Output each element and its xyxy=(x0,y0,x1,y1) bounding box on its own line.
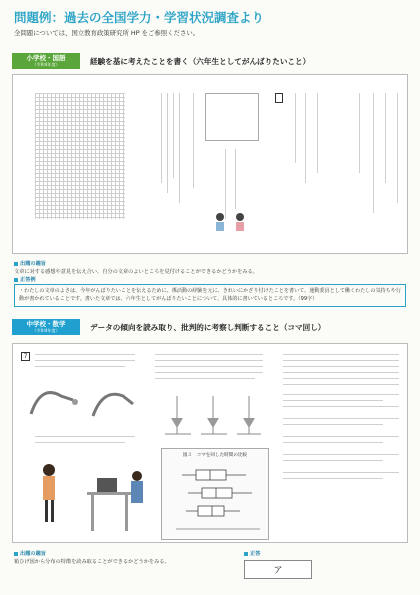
section2-badge: 中学校・数学 （令和4年度） xyxy=(12,319,80,335)
boxplot-chart xyxy=(168,463,264,535)
page-title: 問題例：過去の全国学力・学習状況調査より xyxy=(14,10,265,25)
section2-header xyxy=(12,318,408,336)
section1-header xyxy=(12,52,408,70)
spinning-top-diagrams xyxy=(161,388,265,442)
sample-box xyxy=(205,93,259,141)
section1-theme: 経験を基に考えたことを書く（六年生としてがんばりたいこと） xyxy=(90,56,311,66)
section1-exam-image xyxy=(12,74,408,254)
section1-badge: 小学校・国語 （令和4年度） xyxy=(12,53,80,69)
manuscript-grid xyxy=(35,93,125,219)
section2-purpose-text: 箱ひげ図から分布の特徴を読み取ることができるかどうかをみる。 xyxy=(14,559,170,565)
section1-answer-label: 正答例 xyxy=(14,276,36,283)
question-number-box xyxy=(275,93,283,103)
page-note: 全問題については、国立教育政策研究所 HP をご参照ください。 xyxy=(14,29,200,37)
section1-purpose-label: 出題の趣旨 xyxy=(14,260,46,267)
section1-answer-box: ・わたしの文章のよさは、今年がんばりたいことを伝えるために、係活動の経験を元に、きれいにかざり付けたことを書いて、運動委員として働くわたしの気持ちや行動が書かれていることです。書いた文章では、六年生としてがんばりたいことについて、具体的に書いているところです。（99字） xyxy=(14,284,406,307)
student-illustration xyxy=(209,211,253,233)
figure-title: 図３ コマを回した時間の比較 xyxy=(182,453,248,458)
section2-answer-value: ア xyxy=(244,560,312,579)
section2-exam-image xyxy=(12,343,408,543)
section2-answer-label: 正答 xyxy=(244,550,260,557)
problem-number: 7 xyxy=(21,352,30,361)
section2-theme: データの傾向を読み取り、批判的に考察し判断すること（コマ回し） xyxy=(90,322,326,332)
students-illustration xyxy=(27,448,147,538)
section1-purpose-text: 文章に対する感想や意見を伝え合い、自分の文章のよいところを見付けることができるかどうかをみる。 xyxy=(14,269,258,275)
section2-purpose-label: 出題の趣旨 xyxy=(14,550,46,557)
boxplot-figure xyxy=(161,448,269,540)
hand-spinning-photo xyxy=(23,374,143,424)
